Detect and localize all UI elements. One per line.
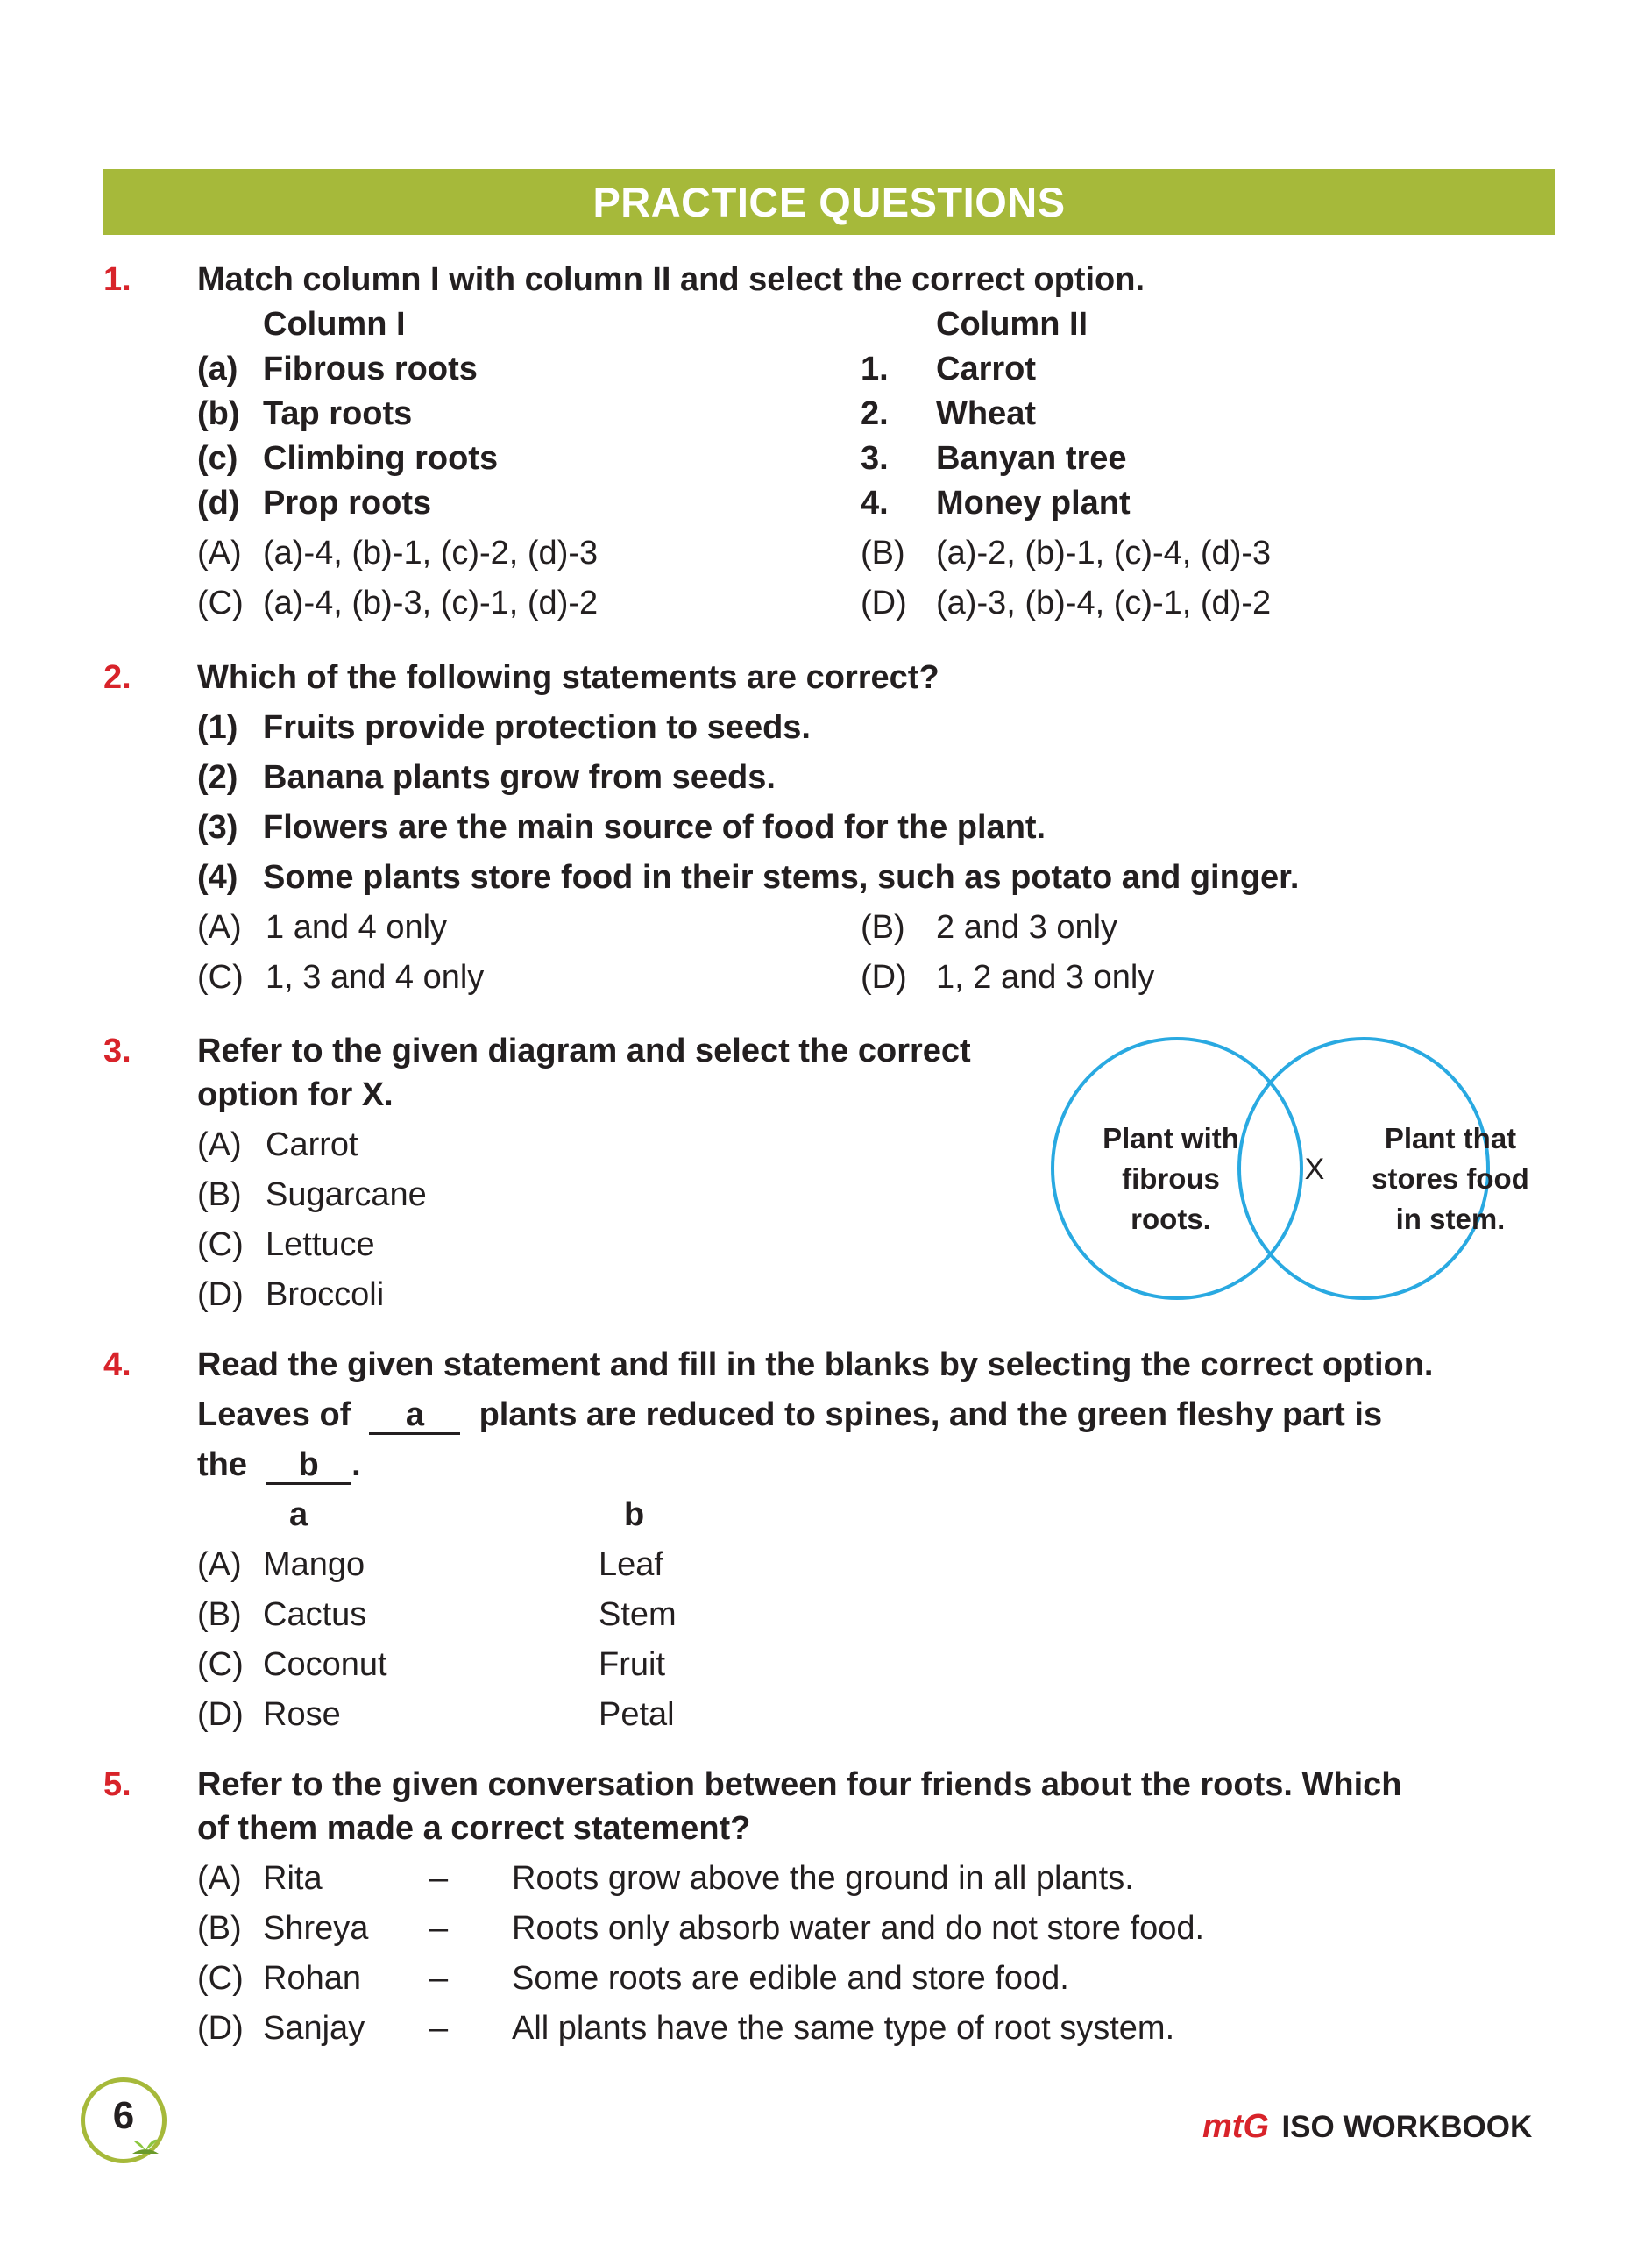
- statement-text: Some plants store food in their stems, such as potato and ginger.: [263, 859, 1300, 896]
- statement-text: Fruits provide protection to seeds.: [263, 709, 811, 746]
- match-row-right: Wheat: [936, 395, 1036, 432]
- option-label[interactable]: (C): [197, 1646, 244, 1683]
- option-text[interactable]: Broccoli: [266, 1276, 385, 1313]
- option-label[interactable]: (B): [861, 535, 905, 572]
- option-text[interactable]: (a)-4, (b)-3, (c)-1, (d)-2: [263, 585, 599, 621]
- option-dash: –: [429, 1960, 449, 1997]
- statement-label: (3): [197, 809, 238, 846]
- statement-text: Banana plants grow from seeds.: [263, 759, 776, 796]
- venn-right-label: [1351, 1118, 1549, 1239]
- column-a-header: a: [289, 1496, 308, 1533]
- option-b[interactable]: Petal: [599, 1696, 675, 1733]
- option-text[interactable]: Some roots are edible and store food.: [512, 1960, 1069, 1997]
- match-row-label: (d): [197, 485, 240, 522]
- match-row-number: 2.: [861, 395, 889, 432]
- brand-title: ISO WORKBOOK: [1281, 2110, 1533, 2144]
- option-name[interactable]: Shreya: [263, 1910, 369, 1947]
- option-label[interactable]: (B): [861, 909, 905, 946]
- option-dash: –: [429, 1860, 449, 1897]
- fill-in-line-2: [197, 1396, 1382, 1435]
- question-text: Which of the following statements are correct?: [197, 659, 939, 696]
- statement-text: Flowers are the main source of food for the plant.: [263, 809, 1046, 846]
- statement-label: (1): [197, 709, 238, 746]
- match-row-left: Fibrous roots: [263, 351, 478, 387]
- option-text[interactable]: (a)-4, (b)-1, (c)-2, (d)-3: [263, 535, 599, 572]
- option-text[interactable]: 1, 2 and 3 only: [936, 959, 1155, 996]
- match-row-label: (b): [197, 395, 240, 432]
- option-label[interactable]: (B): [197, 1176, 242, 1213]
- venn-left-line: fibrous: [1122, 1162, 1220, 1195]
- option-label[interactable]: (B): [197, 1910, 242, 1947]
- option-text[interactable]: Carrot: [266, 1126, 358, 1163]
- option-text[interactable]: 1, 3 and 4 only: [266, 959, 485, 996]
- option-label[interactable]: (D): [861, 585, 907, 621]
- question-number: 2.: [103, 659, 131, 696]
- option-a[interactable]: Mango: [263, 1546, 365, 1583]
- mtg-logo: mtG: [1202, 2108, 1269, 2145]
- match-row-right: Banyan tree: [936, 440, 1127, 477]
- venn-right-line: in stem.: [1395, 1203, 1506, 1235]
- question-text-line-2: of them made a correct statement?: [197, 1810, 751, 1847]
- question-text-line-2: option for X.: [197, 1076, 394, 1113]
- match-row-label: (c): [197, 440, 238, 477]
- option-text[interactable]: Roots only absorb water and do not store food.: [512, 1910, 1205, 1947]
- column-b-header: b: [624, 1496, 645, 1533]
- match-row-number: 3.: [861, 440, 889, 477]
- option-label[interactable]: (C): [197, 1960, 244, 1997]
- match-row-label: (a): [197, 351, 238, 387]
- question-text: Match column I with column II and select the correct option.: [197, 261, 1145, 298]
- question-text-line-1: Refer to the given conversation between four friends about the roots. Which: [197, 1766, 1402, 1803]
- section-banner: [103, 169, 1555, 235]
- question-number: 5.: [103, 1766, 131, 1803]
- question-number: 3.: [103, 1033, 131, 1069]
- match-row-left: Tap roots: [263, 395, 413, 432]
- match-row-number: 4.: [861, 485, 889, 522]
- option-text[interactable]: 1 and 4 only: [266, 909, 448, 946]
- option-label[interactable]: (D): [197, 1696, 244, 1733]
- option-name[interactable]: Rita: [263, 1860, 323, 1897]
- option-a[interactable]: Rose: [263, 1696, 341, 1733]
- option-label[interactable]: (C): [197, 1226, 244, 1263]
- venn-left-line: roots.: [1131, 1203, 1211, 1235]
- option-label[interactable]: (C): [197, 585, 244, 621]
- option-label[interactable]: (A): [197, 1546, 242, 1583]
- statement-label: (2): [197, 759, 238, 796]
- option-b[interactable]: Stem: [599, 1596, 677, 1633]
- blank-a: a: [369, 1397, 460, 1435]
- match-row-right: Money plant: [936, 485, 1131, 522]
- option-text[interactable]: (a)-3, (b)-4, (c)-1, (d)-2: [936, 585, 1272, 621]
- option-name[interactable]: Sanjay: [263, 2010, 365, 2047]
- option-name[interactable]: Rohan: [263, 1960, 361, 1997]
- statement-label: (4): [197, 859, 238, 896]
- option-text[interactable]: Roots grow above the ground in all plants.: [512, 1860, 1134, 1897]
- option-label[interactable]: (D): [197, 1276, 244, 1313]
- option-label[interactable]: (B): [197, 1596, 242, 1633]
- option-label[interactable]: (D): [861, 959, 907, 996]
- venn-left-line: Plant with: [1103, 1122, 1239, 1154]
- venn-center-label: X: [1304, 1153, 1325, 1186]
- option-text[interactable]: (a)-2, (b)-1, (c)-4, (d)-3: [936, 535, 1272, 572]
- option-b[interactable]: Fruit: [599, 1646, 665, 1683]
- option-label[interactable]: (A): [197, 1126, 242, 1163]
- page-number-badge: [81, 2077, 167, 2163]
- column-1-header: Column I: [263, 306, 406, 343]
- question-number: 4.: [103, 1346, 131, 1383]
- question-text: Read the given statement and fill in the blanks by selecting the correct option.: [197, 1346, 1434, 1383]
- statement-period: .: [351, 1446, 361, 1483]
- option-text[interactable]: All plants have the same type of root system.: [512, 2010, 1175, 2047]
- column-2-header: Column II: [936, 306, 1088, 343]
- question-number: 1.: [103, 261, 131, 298]
- section-title: PRACTICE QUESTIONS: [592, 179, 1066, 225]
- option-dash: –: [429, 2010, 449, 2047]
- blank-b: b: [266, 1447, 351, 1485]
- match-row-left: Climbing roots: [263, 440, 499, 477]
- venn-right-line: stores food: [1372, 1162, 1529, 1195]
- option-text[interactable]: 2 and 3 only: [936, 909, 1118, 946]
- statement-prefix: the: [197, 1446, 247, 1483]
- option-label[interactable]: (D): [197, 2010, 244, 2047]
- sprout-icon: [131, 2136, 160, 2157]
- venn-right-line: Plant that: [1384, 1122, 1517, 1154]
- match-row-right: Carrot: [936, 351, 1037, 387]
- option-a[interactable]: Coconut: [263, 1646, 387, 1683]
- page-number: 6: [112, 2094, 135, 2137]
- fill-in-line-3: [197, 1446, 361, 1485]
- match-row-number: 1.: [861, 351, 889, 387]
- statement-prefix: Leaves of: [197, 1396, 351, 1433]
- option-text[interactable]: Lettuce: [266, 1226, 375, 1263]
- question-text-line-1: Refer to the given diagram and select the correct: [197, 1033, 971, 1069]
- option-dash: –: [429, 1910, 449, 1947]
- option-label[interactable]: (C): [197, 959, 244, 996]
- venn-left-label: [1067, 1118, 1274, 1239]
- brand-footer: [1202, 2108, 1532, 2146]
- option-text[interactable]: Sugarcane: [266, 1176, 427, 1213]
- option-label[interactable]: (A): [197, 909, 242, 946]
- statement-continuation: plants are reduced to spines, and the green fleshy part is: [479, 1396, 1383, 1433]
- option-label[interactable]: (A): [197, 1860, 242, 1897]
- option-label[interactable]: (A): [197, 535, 242, 572]
- option-b[interactable]: Leaf: [599, 1546, 663, 1583]
- match-row-left: Prop roots: [263, 485, 432, 522]
- option-a[interactable]: Cactus: [263, 1596, 367, 1633]
